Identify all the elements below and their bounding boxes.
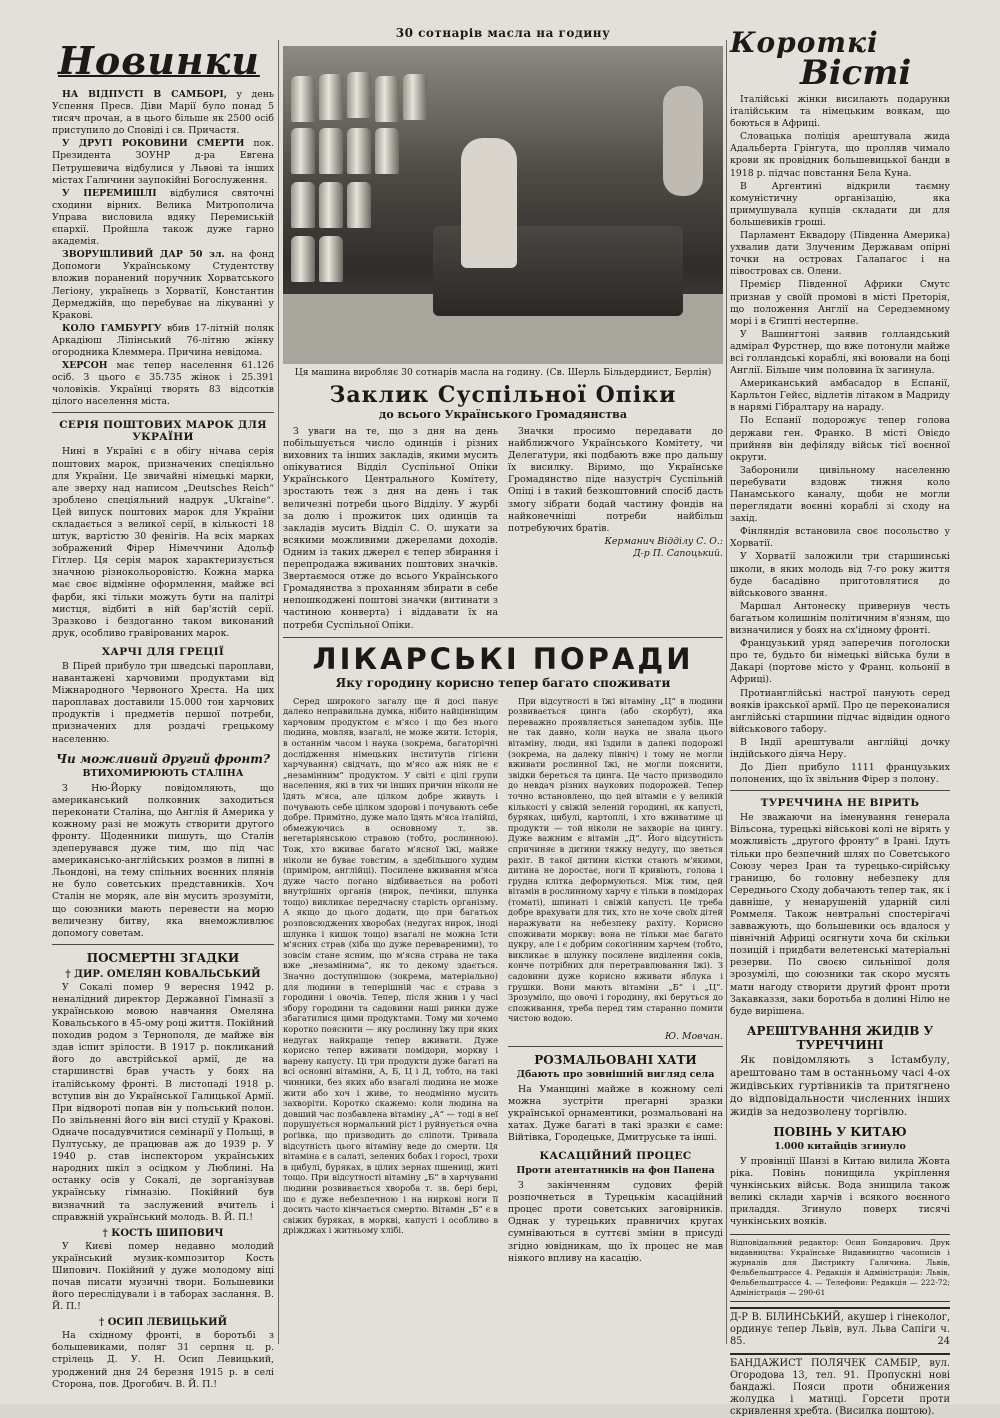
short-news-item: В Аргентині відкрили таємну комуністичну організацію, яка примушувала купців складати ди для большевиків гроші. [730,180,950,228]
turkey-heading: ТУРЕЧЧИНА НЕ ВІРИТЬ [760,797,920,810]
short-news-item: У Хорватії заложили три старшинські школи, в яких молодь від 7-го року життя буде басадівно приготовлятися до військового звання. [730,551,950,599]
flood-text: У провінції Шанзі в Китаю вилила Жовта ріка. Повінь понищила укріплення чункінських військ. Вода знищила також великі склади харчів і всякого воєнного приладдя. Згинуло поверх тисячі чункінських вояків. [730,1155,950,1228]
divider [730,790,950,791]
medical-advice-heading: ЛІКАРСЬКІ ПОРАДИ [312,641,694,676]
arrest-heading: АРЕШТУВАННЯ ЖИДІВ У ТУРЕЧЧИНІ [746,1023,934,1052]
news-item: ХЕРСОН має тепер населення 61.126 осіб. З цього є 35.735 жінок і 25.391 чоловіків. Українці творять 83 відсотків цілого населення міста. [52,360,274,408]
short-news-item: Парламент Еквадору (Південна Америка) ухвалив дати Злученим Державам опірні точки на островах Галапагос і на півостровах св. Олени. [730,230,950,278]
advice-signature: Ю. Мовчан. [665,1030,723,1042]
short-news-item: У Вашингтоні заявив голландський адмірал Фурстнер, що вже потонули майже всі голландські кораблі, які воювали на боці Англії. Більше чим половина їх загинула. [730,328,950,377]
advertisement-doctor: Д-Р В. БІЛИНСЬКИЙ, акушер і гінеколог, ординує тепер Львів, вул. Льва Сапіги ч. 85. 24 [730,1307,950,1348]
masthead-korotki-visti [730,26,950,93]
worker-figure [461,138,517,268]
short-news-item: Американський амбасадор в Еспанії, Карльтон Гейєс, відлетів літаком в Мадриду в нарямі Гібралтару на нараду. [730,378,950,414]
appeal-subheading: до всього Українського Громадянства [379,408,627,421]
houses-text: На Уманщині майже в кожному селі можна зустріти прегарні зразки української орнаментики, розмальовані на хатах. Дуже багаті в такі зразки є саме: Війтівка, Городецьке, Дмитруське та інші. [508,1083,723,1143]
advice-text: Серед широкого загалу ще й досі панує далеко неправильна думка, нібито найцінніщим харчовим продуктом є м'ясо і що без нього людина, мовляв, взагалі, не може жити. Історія, в останнім часом і наука (зокрема, багаторічні дослідження німецьких інститутів гігієни харчування) свідчать, що м'ясо аж ніяк не є „незамінним“ продуктом. У світі є цілі групи населення, які в тих чи інших причин ніколи не їдять м'яса, але цілком добре живуть і почувають себе цілком здорові і почувають себе добре. Примітно, дуже мало їдять м'яса італійці, обмежуючись в основному т. зв. вегетаріянською стравою (тобто, рослинною). Тож, хто вживає багато м'ясної їжі, майже ніколи не буває товстим, а здебільшого худим (приміром, англійці). Посилене вживання м'яса дуже часто погано відбивається на роботі внутрішніх органів (нирок, печінки, шлунка тощо) викликає передчасну старість організму. А якщо до цього додати, що при багатьох розповсюджених хворобах (недугах нирок, іноді шлунка і кишок тощо) взагалі не можна їсти м'ясних страв (хіба що дуже перевареними), то зовсім стане ясним, що м'ясна страва не така вже „незамінима“, як то декому здається. Значно доступнішою (зокрема, матеріально) для людини в теперішній час є страва з городини і овочів. Тепер, після жнив і у часі збору городини та садовини наші ринки дуже збагатилися цими продуктами. Тому ми хочемо коротко пояснити — яку рослинну їжу при яких недугах найкраще тепер вживати. Дуже корисно тепер вживати помідори, моркву і варену капусту. Ці три продукти дуже багаті на всі основні вітаміни, А, Б, Ц і Д, тобто, на такі чинники, без яких або взагалі людина не може жити або хоч і живе, то неодмінно мусить захворіти. Коротко скажемо: коли людина на довший час позбавлена вітаміну „А“ — тоді в неї порушується нормальний ріст і руйнується очна рогівка, що призводить до сліпоти. Тривала відсутність цього вітаміну веде до смерти. Ця вітаміна є в салаті, зелених бобах і горосі, трохи в цибулі, буряках, в цілих зернах пшениці, житі тощо. При відсутності вітаміну „Б“ в харчуванні людини розвивається хвороба т. зв. бері бері, що є дуже небезпечною і на ниркові ноги її досить часто кінчається смертю. Вітамін „Б“ є в свіжих буряках, в моркві, капусті і особливо в дріжджах і житньому хлібі. [283,695,498,1236]
news-item: ЗВОРУШЛИВИЙ ДАР 50 зл. на фонд Допомоги Українському Студентству вложив поранений поручник Хорватського Легіону, українець з Хорватії, Константин Дермеджійв, що перебуває на лікуванні у Кракові. [52,249,274,321]
obituary-text: У Сокалі помер 9 вересня 1942 р. неналідний директор Державної Гімназії з українською мовою навчання Омеляна Ковальського в 45-ому році життя. Покійний походив родом з Тернополя, де майже він здав іспит зрілости. В 1917 р. покликаний його до австрійської армії, де на старшинстві брав участь у боях на італійському фронті. В листопаді 1918 р. вступив він до Української Галицької Армії. При відвороті попав він у польський полон. По звільненні його він висі студії у Кракові. Одначе посадувчитися семінарії у Польщі, в Пултуську, де працював аж до 1939 р. У 1940 р. став інспектором українських народних шкіл з осідком у Люблині. На останку осів у Сокалі, де зорганізував українську гімназію. Покійний був визначний та заслужений вчитель і справжній український молодь. В. Й. П.! [52,981,274,1223]
milk-can [319,74,343,120]
masthead-line-2: Вісті [800,53,912,93]
milk-can [319,182,343,228]
short-news-item: Італійські жінки висилають подарунки італійським та німецьким воякам, що боються в Африці. [730,94,950,130]
milk-can [347,72,371,118]
short-news-item: Французький уряд заперечив поголоски про те, будьто би німецькі війська були в Дакарі (портове місто у Франц. кольонії в Африці). [730,638,950,686]
news-item: КОЛО ГАМБУРГУ вбив 17-літній поляк Аркадіюш Ліпінський 76-літню жінку огородника Клеммера. Причина невідома. [52,322,274,358]
short-news-item: В Індії арештували англійці дочку індійського діяча Неру. [730,736,950,760]
obituary-name: † КОСТЬ ШИПОВИЧ [102,1227,224,1239]
short-news-item: До Діеп прибуло 1111 французьких полонених, що їх звільнив Фірер з полону. [730,762,950,786]
milk-can [403,74,427,120]
arrest-text: Як повідомляють з Істамбулу, арештовано там в останньому часі 4-ох жидівських гуртівників та притягнено до відповідальности численних інших жидів за недозволену торгівлю. [730,1053,950,1118]
milk-can [375,128,399,174]
masthead-line-1: Короткі [730,26,879,59]
appeal-heading: Заклик Суспільної Опіки [329,382,677,408]
milk-can [291,236,315,282]
short-news-list [730,94,950,786]
medical-advice-body [283,696,723,1266]
advice-text: При відсутності в їжі вітаміну „Ц“ в людини розвивається цинга (або скорбут), яка переважно проявляється занепадом зубів. Ще не так давно, коли наука не знала цього вітаміну, люди, які їздили в далекі подорожі (зокрема, на далеку північ) і тому не могли вживати рослинної їжі, не могли пояснити, звідки береться та цинга. Це часто призводило до невдач різних наукових подорожей. Тепер точно встановлено, що цей вітамін є у великій кількості у свіжій зеленій городині, як капусті, буряках, цибулі, картоплі, і хто вживатиме ці продукти — той ніколи не захворіє на цингу. Дуже важним є вітамін „Д“. Його відсутність спричиняє в дитини тяжку недугу, що зветься рахіт. В такої дитини кістки стають м'якими, дитина не доростає, ноги її кривіють, голова і грудна клітка деформуються. Між тим, цей вітамін в рослинному харчу є тільки в помідорах (томаті), шпинаті і свіжій капусті. Це треба добре врахувати для тих, хто не хоче своїх дітей наражувати на небезпеку рахіту. Корисно споживати моркву: вона не тільки має багато цукру, але і є добрим сокогінним харчем (тобто, викликає в шлунку посилене виділення соків, конче потрібних для перетравлювання їжі). З садовини дуже корисно вживати яблука і грушки. Вони мають вітаміни „Б“ і „Ц“. Зрозуміло, що овочі і городину, які беруться до споживання, треба перед тим старанно помити чистою водою. [508,695,723,1024]
front-subheading: ВТИХОМИРЮЮТЬ СТАЛІНА [82,767,244,779]
short-news-item: Фінляндія встановила своє посольство у Хорватії. [730,526,950,550]
divider [52,412,274,413]
column-rule [726,40,727,1344]
front-article: З Ню-Йорку повідомляють, що американський полковник заходиться переконати Сталіна, що Англія й Америка у кожному разі не можуть створити другого фронту. Щоденники пишуть, що Сталін здеперувався дуже тим, що під час американсько-англійських розмов в липні в Льондоні, на тему спільних воєнних плянів не було советських представників. Хоч Сталін не моряк, але він мусить зрозуміти, що союзники мають перевести на морю величезну битву, яка внеможливлює допомогу советам. [52,782,274,939]
flood-heading: ПОВІНЬ У КИТАЮ [773,1124,907,1139]
flood-subheading: 1.000 китайців згинуло [774,1140,906,1152]
photo-caption: Ця машина виробляє 30 сотнарів масла на годину. (Св. Шерль Більдердинст, Берлін) [294,367,712,378]
news-list [52,89,274,408]
milk-can [347,182,371,228]
appeal-signature-role: Керманич Відділу С. О.: [604,535,723,547]
right-column [730,0,950,1418]
front-heading: Чи можливий другий фронт? [56,751,270,766]
photo-header: 30 сотнарів масла на годину [395,26,611,40]
milk-can [291,76,315,122]
obituary-text: У Києві помер недавно молодий український музик-композитор Кость Шипович. Покійний у дуже молодому віці почав писати музичні твори. Большевики його переслідували і в таборах заслання. В. Й. П.! [52,1240,274,1313]
left-column [52,0,274,1392]
news-item: НА ВІДПУСТІ В САМБОРІ, у день Успення Пресв. Діви Марії було понад 5 тисяч прочан, а в цього більше як 2500 осіб приступило до Сповіді і св. Причастя. [52,89,274,137]
column-rule [278,40,279,1344]
short-news-item: Протианглійські настрої панують серед вояків іракської армії. Про це переконалися англійські старшини підчас відвідин одного військового табору. [730,687,950,735]
news-item: У ДРУГІ РОКОВИНИ СМЕРТИ пок. Президента ЗОУНР д-ра Евгена Петрушевича відбулися у Львові та інших містах Галичини заупокійні Богослуження. [52,138,274,186]
butter-machine-photo [283,46,723,364]
milk-can [291,128,315,174]
obituaries-heading: ПОСМЕРТНІ ЗГАДКИ [86,950,240,965]
milk-can [291,182,315,228]
obituary-name: † ОСИП ЛЕВИЦЬКИЙ [98,1317,228,1329]
milk-can [319,236,343,282]
houses-subheading: Дбають про зовнішній вигляд села [516,1068,715,1080]
middle-column [283,0,723,1266]
advertisement-bandages: БАНДАЖИСТ ПОЛЯЧЕК САМБІР, вул. Огородова 13, тел. 91. Пропускні нові бандажі. Пояси проти обнижения жолудка і матиці. Горсети проти скривлення хребта. (Висилка поштою). [730,1353,950,1418]
medical-advice-subheading: Яку городину корисно тепер багато споживати [335,675,671,690]
appeal-text: З уваги на те, що з дня на день побільшується число одинців і різних виховних та інших закладів, якими мусить опікуватися Відділ Суспільної Опіки Українського Центрального Комітету, зростають теж з дня на день і так величезні потреби цього Відділу. У журбі за долю і прожиток цих одинців та закладів мусить Відділ С. О. шукати за всякими можливими джерелами доходів. Одним із таких джерел є тепер збирання і перепродажа вживаних поштових значків. Звертаємося отже до всього Українського Громадянства з проханням збирати в себе непошкоджені поштові значки (витинати з частиною конверта) і віддавати їх на потреби Суспільної Опіки. [283,426,498,631]
short-news-item: Маршал Антонеску привернув честь багатьом колишнім політичним в'язням, що визначилися у боях на сх'ідному фронті. [730,600,950,637]
houses-heading: РОЗМАЛЬОВАНІ ХАТИ [534,1052,697,1067]
worker-figure [663,86,703,196]
masthead-novynky: Новинки [58,38,260,83]
milk-can [347,128,371,174]
short-news-item: Премієр Південної Африки Смутс признав у своїй промові в місті Преторія, що положення Англії на Середземному морі і в Єгипті нестерпне. [730,279,950,327]
news-item: У ПЕРЕМИШЛІ відбулися святочні сходини вірних. Велика Митрополича Управа висловила вдяку Перемиській єпархії. Пройшла також дуже гарно академія. [52,187,274,248]
appeal-text: Значки просимо передавати до найближчого Українського Комітету, чи Делегатури, які подбають вже про дальшу їх висилку. Віримо, що Українське Громадянство піде назустріч Суспільній Опіці і в такий безкоштовний спосіб дасть змогу зібрати бодай частину фондів на найконечніші потреби найбільш потребуючих братів. [508,426,723,534]
stamps-heading: СЕРІЯ ПОШТОВИХ МАРОК ДЛЯ УКРАЇНИ [59,419,267,444]
ad-number: 24 [937,1336,950,1348]
divider [508,1046,723,1047]
appeal-signature-name: Д-р П. Сапоцький. [633,547,723,559]
turkey-text: Не зважаючи на іменування генерала Вільсона, турецькі військові колі не вірять у можливість „другого фронту“ в Ірані. Ідуть тільки про безпечний шлях по Советського Союзу через Іран та турецько-сирійську границю, бо головну небезпеку для Середнього Сходу добачають тепер так, як і давніше, у ненарушеній ударній силі Роммеля. Також невтральні спостерігачі завважують, що большевики ось вдалося у північній Африці осягнути хоча би скільки позицій і придбати велетенські матеріальні резерви. По своєю сильнішої доля зрозумілі, що союзники так скоро мусять мати нагоду створити другий фронт проти Закавказзя, заки боротьба в долині Нілю не буде вирішена. [730,812,950,1017]
court-heading: КАСАЦІЙНИЙ ПРОЦЕС [539,1150,692,1163]
greece-heading: ХАРЧІ ДЛЯ ГРЕЦІЇ [101,645,225,658]
divider [283,637,723,638]
court-subheading: Проти атентатників на фон Папена [516,1165,715,1177]
milk-can [319,128,343,174]
stamps-article: Нині в Україні є в обігу нічава серія поштових марок, призначених спеціяльно для України. Це звичайні німецькі марки, але зверху над написом „Deutsches Reich“ зроблено спеціяльний надрук „Ukraine“. Цей випуск поштових марок для України складається з великої серії, в кількості 18 штук, вартістю 30 фенігів. На всіх марках зображений Фірер Німеччини Адольф Гітлер. Ця серія марок характеризується значною різнокольоровістю. Кожна марка має своє відмінне оформлення, майже всі фарби, які тільки можуть бути на палітрі мистця, відбиті в ній бар'ястій серії. Зразково і бездоганно таком виконаний друк, особливо гравірованих марок. [52,446,274,639]
greece-article: В Пірей прибуло три шведські пароплави, навантажені харчовими продуктами від Міжнародного Червоного Хреста. На цих пароплавах доставили 15.000 тон харчових продуктів і предметів першої потреби, призначених для роздачі грецькому населенню. [52,660,274,745]
obituary-name: † ДИР. ОМЕЛЯН КОВАЛЬСЬКИЙ [65,968,261,980]
divider [52,944,274,945]
obituary-text: На східному фронті, в боротьбі з большевиками, поляг 31 серпня ц. р. стрілець Д. У. Н. Осип Левицький, уроджений дня 24 березня 1915 р. в селі Сторона, пов. Дрогобич. В. Й. П.! [52,1330,274,1390]
milk-can [375,76,399,122]
imprint: Відповідальний редактор: Осип Бондарович. Друк видавництва: Українське Видавництво часописів і журналів для Дистрикту Галичина. Львів, Фельбельштрассе 4. Редакція й Адміністрація: Львів, Фельбельштрассе 4. — Телефони: Редакція — 222-72; Адміністрація — 290-61 [730,1234,950,1302]
short-news-item: По Еспанії подорожує тепер голова держави ген. Франко. В місті Овієдо прийняв він дефіляду військ тієї воєнної округи. [730,415,950,463]
court-text: З закінченням судових ферій розпочнеться в Турецькім касаційний процес проти советських заговірників. Однак у турецьких правничих кругах сумніваються в суттєві зміни в присуді згідно ювідникам, що їх процес не мав ніякого впливу на касацію. [508,1180,723,1264]
short-news-item: Заборонили цивільному населенню перебувати вздовж тижня коло Панамського каналу, щоби не могли переглядати воєнні кораблі зі сходу на захід. [730,464,950,525]
appeal-body [283,426,723,633]
short-news-item: Словацька поліція арештувала жида Адальберта Грінгута, що пролляв чимало крови як провідник большевицької банди в 1918 р. підчас повстання Бела Куна. [730,131,950,179]
